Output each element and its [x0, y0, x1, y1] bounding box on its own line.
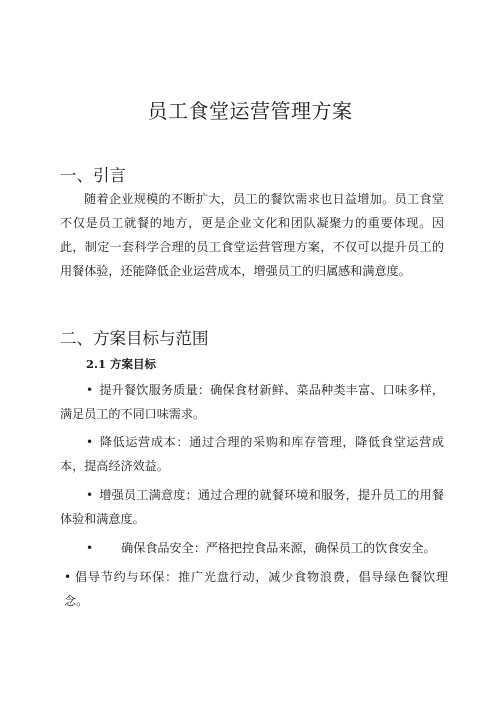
section-heading-goals-scope: 二、方案目标与范围: [60, 329, 209, 348]
document-title: 员工食堂运营管理方案: [147, 99, 353, 123]
goal-bullet-item: [60, 430, 444, 478]
goal-bullet-text: 倡导节约与环保：推广光盘行动，减少食物浪费，倡导绿色餐饮理念。: [64, 570, 448, 608]
goal-bullet-item: [60, 378, 444, 426]
goal-bullet-item: [64, 565, 448, 613]
section-heading-introduction: 一、引言: [60, 166, 126, 185]
goal-bullet-item: [60, 536, 444, 560]
bullet-icon: •: [86, 541, 94, 555]
goal-bullet-text: 降低运营成本：通过合理的采购和库存管理，降低食堂运营成本，提高经济效益。: [60, 435, 444, 473]
introduction-paragraph: 随着企业规模的不断扩大，员工的餐饮需求也日益增加。员工食堂不仅是员工就餐的地方，更是企业文化和团队凝聚力的重要体现。因此，制定一套科学合理的员工食堂运营管理方案，不仅可以提升员工的用餐体验，还能降低企业运营成本，增强员工的归属感和满意度。: [60, 192, 444, 278]
goal-bullet-text: 增强员工满意度：通过合理的就餐环境和服务，提升员工的用餐体验和满意度。: [60, 488, 444, 526]
bullet-icon: •: [86, 488, 94, 502]
goal-bullet-item: [60, 483, 444, 531]
goal-bullet-text: 确保食品安全：严格把控食品来源，确保员工的饮食安全。: [121, 541, 436, 555]
bullet-icon: •: [86, 435, 94, 449]
bullet-icon: •: [64, 570, 72, 584]
goal-bullet-text: 提升餐饮服务质量：确保食材新鲜、菜品种类丰富、口味多样，满足员工的不同口味需求。: [60, 383, 444, 421]
subsection-heading-goals: 2.1 方案目标: [86, 357, 157, 371]
bullet-icon: •: [86, 383, 94, 397]
